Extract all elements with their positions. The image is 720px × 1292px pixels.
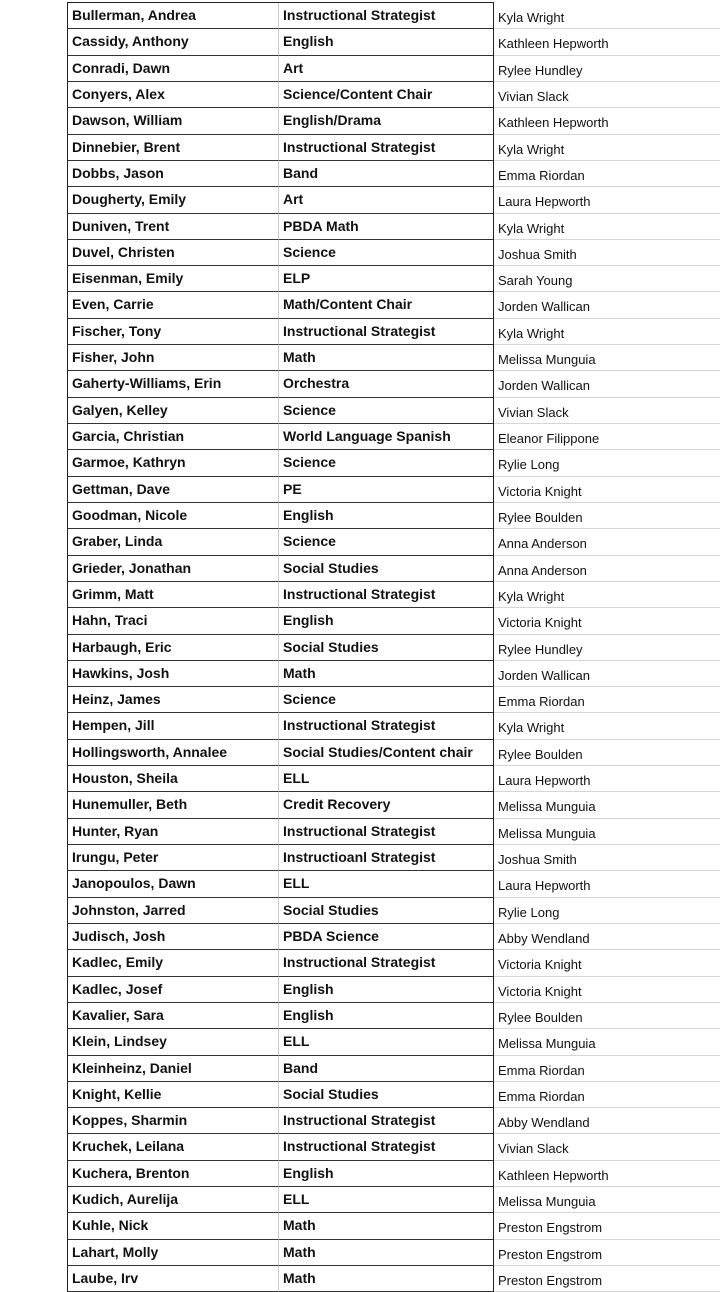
table-row: [0, 135, 720, 161]
coach-cell[interactable]: Eleanor Filippone: [494, 424, 720, 450]
teacher-name-cell[interactable]: Johnston, Jarred: [67, 898, 278, 924]
coach-cell[interactable]: Kyla Wright: [494, 319, 720, 345]
coach-cell[interactable]: Laura Hepworth: [494, 871, 720, 897]
coach-cell[interactable]: Kyla Wright: [494, 582, 720, 608]
coach-cell[interactable]: Victoria Knight: [494, 977, 720, 1003]
subject-cell[interactable]: ELL: [278, 1187, 494, 1213]
teacher-name-cell[interactable]: Irungu, Peter: [67, 845, 278, 871]
subject-cell[interactable]: Science: [278, 240, 494, 266]
subject-cell[interactable]: Instructioanl Strategist: [278, 845, 494, 871]
table-row: [0, 240, 720, 266]
table-row: [0, 608, 720, 634]
teacher-name-cell[interactable]: Dobbs, Jason: [67, 161, 278, 187]
teacher-name-cell[interactable]: Kavalier, Sara: [67, 1003, 278, 1029]
teacher-name-cell[interactable]: Kudich, Aurelija: [67, 1187, 278, 1213]
table-row: [0, 108, 720, 134]
coach-cell[interactable]: Kyla Wright: [494, 3, 720, 29]
table-row: [0, 819, 720, 845]
table-row: [0, 29, 720, 55]
subject-cell[interactable]: Instructional Strategist: [278, 819, 494, 845]
table-row: [0, 319, 720, 345]
table-row: [0, 766, 720, 792]
subject-cell[interactable]: English: [278, 503, 494, 529]
table-row: [0, 214, 720, 240]
teacher-name-cell[interactable]: Klein, Lindsey: [67, 1029, 278, 1055]
teacher-name-cell[interactable]: Lahart, Molly: [67, 1240, 278, 1266]
table-row: [0, 635, 720, 661]
teacher-name-cell[interactable]: Dinnebier, Brent: [67, 135, 278, 161]
subject-cell[interactable]: Band: [278, 161, 494, 187]
table-row: [0, 1161, 720, 1187]
table-row: [0, 661, 720, 687]
table-row: [0, 266, 720, 292]
coach-cell[interactable]: Joshua Smith: [494, 845, 720, 871]
subject-cell[interactable]: Band: [278, 1056, 494, 1082]
coach-cell[interactable]: Jorden Wallican: [494, 292, 720, 318]
subject-cell[interactable]: Math: [278, 345, 494, 371]
coach-cell[interactable]: Laura Hepworth: [494, 187, 720, 213]
subject-cell[interactable]: Instructional Strategist: [278, 950, 494, 976]
table-row: [0, 1108, 720, 1134]
teacher-name-cell[interactable]: Dawson, William: [67, 108, 278, 134]
subject-cell[interactable]: Instructional Strategist: [278, 582, 494, 608]
teacher-name-cell[interactable]: Cassidy, Anthony: [67, 29, 278, 55]
table-row: [0, 503, 720, 529]
subject-cell[interactable]: Instructional Strategist: [278, 713, 494, 739]
teacher-name-cell[interactable]: Kruchek, Leilana: [67, 1134, 278, 1160]
subject-cell[interactable]: Instructional Strategist: [278, 3, 494, 29]
coach-cell[interactable]: Kyla Wright: [494, 713, 720, 739]
teacher-name-cell[interactable]: Hahn, Traci: [67, 608, 278, 634]
subject-cell[interactable]: PBDA Math: [278, 214, 494, 240]
coach-cell[interactable]: Anna Anderson: [494, 529, 720, 555]
table-row: [0, 82, 720, 108]
coach-cell[interactable]: Preston Engstrom: [494, 1240, 720, 1266]
coach-cell[interactable]: Anna Anderson: [494, 556, 720, 582]
table-row: [0, 1134, 720, 1160]
coach-cell[interactable]: Vivian Slack: [494, 398, 720, 424]
subject-cell[interactable]: ELP: [278, 266, 494, 292]
coach-cell[interactable]: Preston Engstrom: [494, 1213, 720, 1239]
table-row: [0, 977, 720, 1003]
table-row: [0, 1082, 720, 1108]
coach-cell[interactable]: Victoria Knight: [494, 477, 720, 503]
subject-cell[interactable]: Social Studies: [278, 1082, 494, 1108]
table-row: [0, 924, 720, 950]
subject-cell[interactable]: Orchestra: [278, 371, 494, 397]
teacher-name-cell[interactable]: Laube, Irv: [67, 1266, 278, 1292]
table-row: [0, 950, 720, 976]
table-row: [0, 345, 720, 371]
subject-cell[interactable]: Social Studies/Content chair: [278, 740, 494, 766]
coach-cell[interactable]: Victoria Knight: [494, 950, 720, 976]
coach-cell[interactable]: Victoria Knight: [494, 608, 720, 634]
table-row: [0, 529, 720, 555]
table-row: [0, 792, 720, 818]
teacher-name-cell[interactable]: Duniven, Trent: [67, 214, 278, 240]
coach-cell[interactable]: Rylee Boulden: [494, 1003, 720, 1029]
table-row: [0, 1003, 720, 1029]
subject-cell[interactable]: English: [278, 29, 494, 55]
subject-cell[interactable]: Instructional Strategist: [278, 1134, 494, 1160]
subject-cell[interactable]: Instructional Strategist: [278, 1108, 494, 1134]
table-row: [0, 1056, 720, 1082]
coach-cell[interactable]: Laura Hepworth: [494, 766, 720, 792]
teacher-name-cell[interactable]: Heinz, James: [67, 687, 278, 713]
coach-cell[interactable]: Sarah Young: [494, 266, 720, 292]
subject-cell[interactable]: English: [278, 608, 494, 634]
coach-cell[interactable]: Rylie Long: [494, 898, 720, 924]
coach-cell[interactable]: Kyla Wright: [494, 214, 720, 240]
coach-cell[interactable]: Kathleen Hepworth: [494, 29, 720, 55]
teacher-name-cell[interactable]: Grimm, Matt: [67, 582, 278, 608]
subject-cell[interactable]: World Language Spanish: [278, 424, 494, 450]
teacher-name-cell[interactable]: Koppes, Sharmin: [67, 1108, 278, 1134]
subject-cell[interactable]: Art: [278, 56, 494, 82]
coach-cell[interactable]: Rylee Boulden: [494, 740, 720, 766]
coach-cell[interactable]: Vivian Slack: [494, 82, 720, 108]
table-row: [0, 845, 720, 871]
table-row: [0, 56, 720, 82]
teacher-name-cell[interactable]: Bullerman, Andrea: [67, 3, 278, 29]
teacher-name-cell[interactable]: Judisch, Josh: [67, 924, 278, 950]
subject-cell[interactable]: Science: [278, 398, 494, 424]
subject-cell[interactable]: Social Studies: [278, 635, 494, 661]
table-row: [0, 713, 720, 739]
table-row: [0, 898, 720, 924]
teacher-name-cell[interactable]: Kuhle, Nick: [67, 1213, 278, 1239]
teacher-name-cell[interactable]: Eisenman, Emily: [67, 266, 278, 292]
coach-cell[interactable]: Jorden Wallican: [494, 371, 720, 397]
subject-cell[interactable]: Credit Recovery: [278, 792, 494, 818]
subject-cell[interactable]: English: [278, 977, 494, 1003]
subject-cell[interactable]: Math: [278, 661, 494, 687]
coach-cell[interactable]: Abby Wendland: [494, 924, 720, 950]
subject-cell[interactable]: Science: [278, 529, 494, 555]
table-row: [0, 292, 720, 318]
teacher-name-cell[interactable]: Goodman, Nicole: [67, 503, 278, 529]
teacher-name-cell[interactable]: Knight, Kellie: [67, 1082, 278, 1108]
subject-cell[interactable]: Instructional Strategist: [278, 135, 494, 161]
coach-cell[interactable]: Abby Wendland: [494, 1108, 720, 1134]
subject-cell[interactable]: English: [278, 1161, 494, 1187]
teacher-name-cell[interactable]: Hollingsworth, Annalee: [67, 740, 278, 766]
teacher-name-cell[interactable]: Galyen, Kelley: [67, 398, 278, 424]
coach-cell[interactable]: Rylee Hundley: [494, 635, 720, 661]
coach-cell[interactable]: Vivian Slack: [494, 1134, 720, 1160]
coach-cell[interactable]: Melissa Munguia: [494, 1187, 720, 1213]
teacher-name-cell[interactable]: Graber, Linda: [67, 529, 278, 555]
table-row: [0, 687, 720, 713]
table-row: [0, 1266, 720, 1292]
teacher-name-cell[interactable]: Hawkins, Josh: [67, 661, 278, 687]
coach-cell[interactable]: Melissa Munguia: [494, 819, 720, 845]
subject-cell[interactable]: Math: [278, 1266, 494, 1292]
table-row: [0, 740, 720, 766]
teacher-name-cell[interactable]: Gaherty-Williams, Erin: [67, 371, 278, 397]
coach-cell[interactable]: Kathleen Hepworth: [494, 108, 720, 134]
coach-cell[interactable]: Rylee Hundley: [494, 56, 720, 82]
table-row: [0, 3, 720, 29]
teacher-name-cell[interactable]: Hunemuller, Beth: [67, 792, 278, 818]
teacher-name-cell[interactable]: Kleinheinz, Daniel: [67, 1056, 278, 1082]
teacher-name-cell[interactable]: Fisher, John: [67, 345, 278, 371]
coach-cell[interactable]: Melissa Munguia: [494, 1029, 720, 1055]
teacher-name-cell[interactable]: Even, Carrie: [67, 292, 278, 318]
table-row: [0, 371, 720, 397]
teacher-name-cell[interactable]: Harbaugh, Eric: [67, 635, 278, 661]
subject-cell[interactable]: Art: [278, 187, 494, 213]
table-row: [0, 871, 720, 897]
coach-cell[interactable]: Emma Riordan: [494, 687, 720, 713]
coach-cell[interactable]: Kathleen Hepworth: [494, 1161, 720, 1187]
teacher-name-cell[interactable]: Kadlec, Josef: [67, 977, 278, 1003]
teacher-name-cell[interactable]: Hunter, Ryan: [67, 819, 278, 845]
table-row: [0, 1240, 720, 1266]
table-row: [0, 161, 720, 187]
table-row: [0, 398, 720, 424]
table-row: [0, 556, 720, 582]
coach-cell[interactable]: Jorden Wallican: [494, 661, 720, 687]
table-row: [0, 1213, 720, 1239]
teacher-name-cell[interactable]: Hempen, Jill: [67, 713, 278, 739]
table-row: [0, 582, 720, 608]
teacher-name-cell[interactable]: Janopoulos, Dawn: [67, 871, 278, 897]
subject-cell[interactable]: Math: [278, 1213, 494, 1239]
staff-table: [0, 3, 720, 1292]
teacher-name-cell[interactable]: Duvel, Christen: [67, 240, 278, 266]
subject-cell[interactable]: Social Studies: [278, 898, 494, 924]
coach-cell[interactable]: Preston Engstrom: [494, 1266, 720, 1292]
coach-cell[interactable]: Emma Riordan: [494, 1082, 720, 1108]
subject-cell[interactable]: Science: [278, 450, 494, 476]
subject-cell[interactable]: ELL: [278, 766, 494, 792]
subject-cell[interactable]: English: [278, 1003, 494, 1029]
teacher-name-cell[interactable]: Dougherty, Emily: [67, 187, 278, 213]
teacher-name-cell[interactable]: Conyers, Alex: [67, 82, 278, 108]
coach-cell[interactable]: Rylee Boulden: [494, 503, 720, 529]
table-row: [0, 1029, 720, 1055]
subject-cell[interactable]: PBDA Science: [278, 924, 494, 950]
subject-cell[interactable]: PE: [278, 477, 494, 503]
teacher-name-cell[interactable]: Kadlec, Emily: [67, 950, 278, 976]
table-row: [0, 1187, 720, 1213]
coach-cell[interactable]: Kyla Wright: [494, 135, 720, 161]
subject-cell[interactable]: ELL: [278, 871, 494, 897]
teacher-name-cell[interactable]: Grieder, Jonathan: [67, 556, 278, 582]
subject-cell[interactable]: ELL: [278, 1029, 494, 1055]
coach-cell[interactable]: Emma Riordan: [494, 1056, 720, 1082]
coach-cell[interactable]: Melissa Munguia: [494, 345, 720, 371]
subject-cell[interactable]: Science/Content Chair: [278, 82, 494, 108]
teacher-name-cell[interactable]: Garmoe, Kathryn: [67, 450, 278, 476]
table-row: [0, 450, 720, 476]
table-row: [0, 424, 720, 450]
table-row: [0, 477, 720, 503]
subject-cell[interactable]: Math: [278, 1240, 494, 1266]
teacher-name-cell[interactable]: Conradi, Dawn: [67, 56, 278, 82]
teacher-name-cell[interactable]: Houston, Sheila: [67, 766, 278, 792]
subject-cell[interactable]: Science: [278, 687, 494, 713]
teacher-name-cell[interactable]: Gettman, Dave: [67, 477, 278, 503]
coach-cell[interactable]: Melissa Munguia: [494, 792, 720, 818]
subject-cell[interactable]: Instructional Strategist: [278, 319, 494, 345]
subject-cell[interactable]: English/Drama: [278, 108, 494, 134]
subject-cell[interactable]: Math/Content Chair: [278, 292, 494, 318]
coach-cell[interactable]: Joshua Smith: [494, 240, 720, 266]
teacher-name-cell[interactable]: Fischer, Tony: [67, 319, 278, 345]
table-row: [0, 187, 720, 213]
coach-cell[interactable]: Rylie Long: [494, 450, 720, 476]
teacher-name-cell[interactable]: Garcia, Christian: [67, 424, 278, 450]
coach-cell[interactable]: Emma Riordan: [494, 161, 720, 187]
subject-cell[interactable]: Social Studies: [278, 556, 494, 582]
teacher-name-cell[interactable]: Kuchera, Brenton: [67, 1161, 278, 1187]
